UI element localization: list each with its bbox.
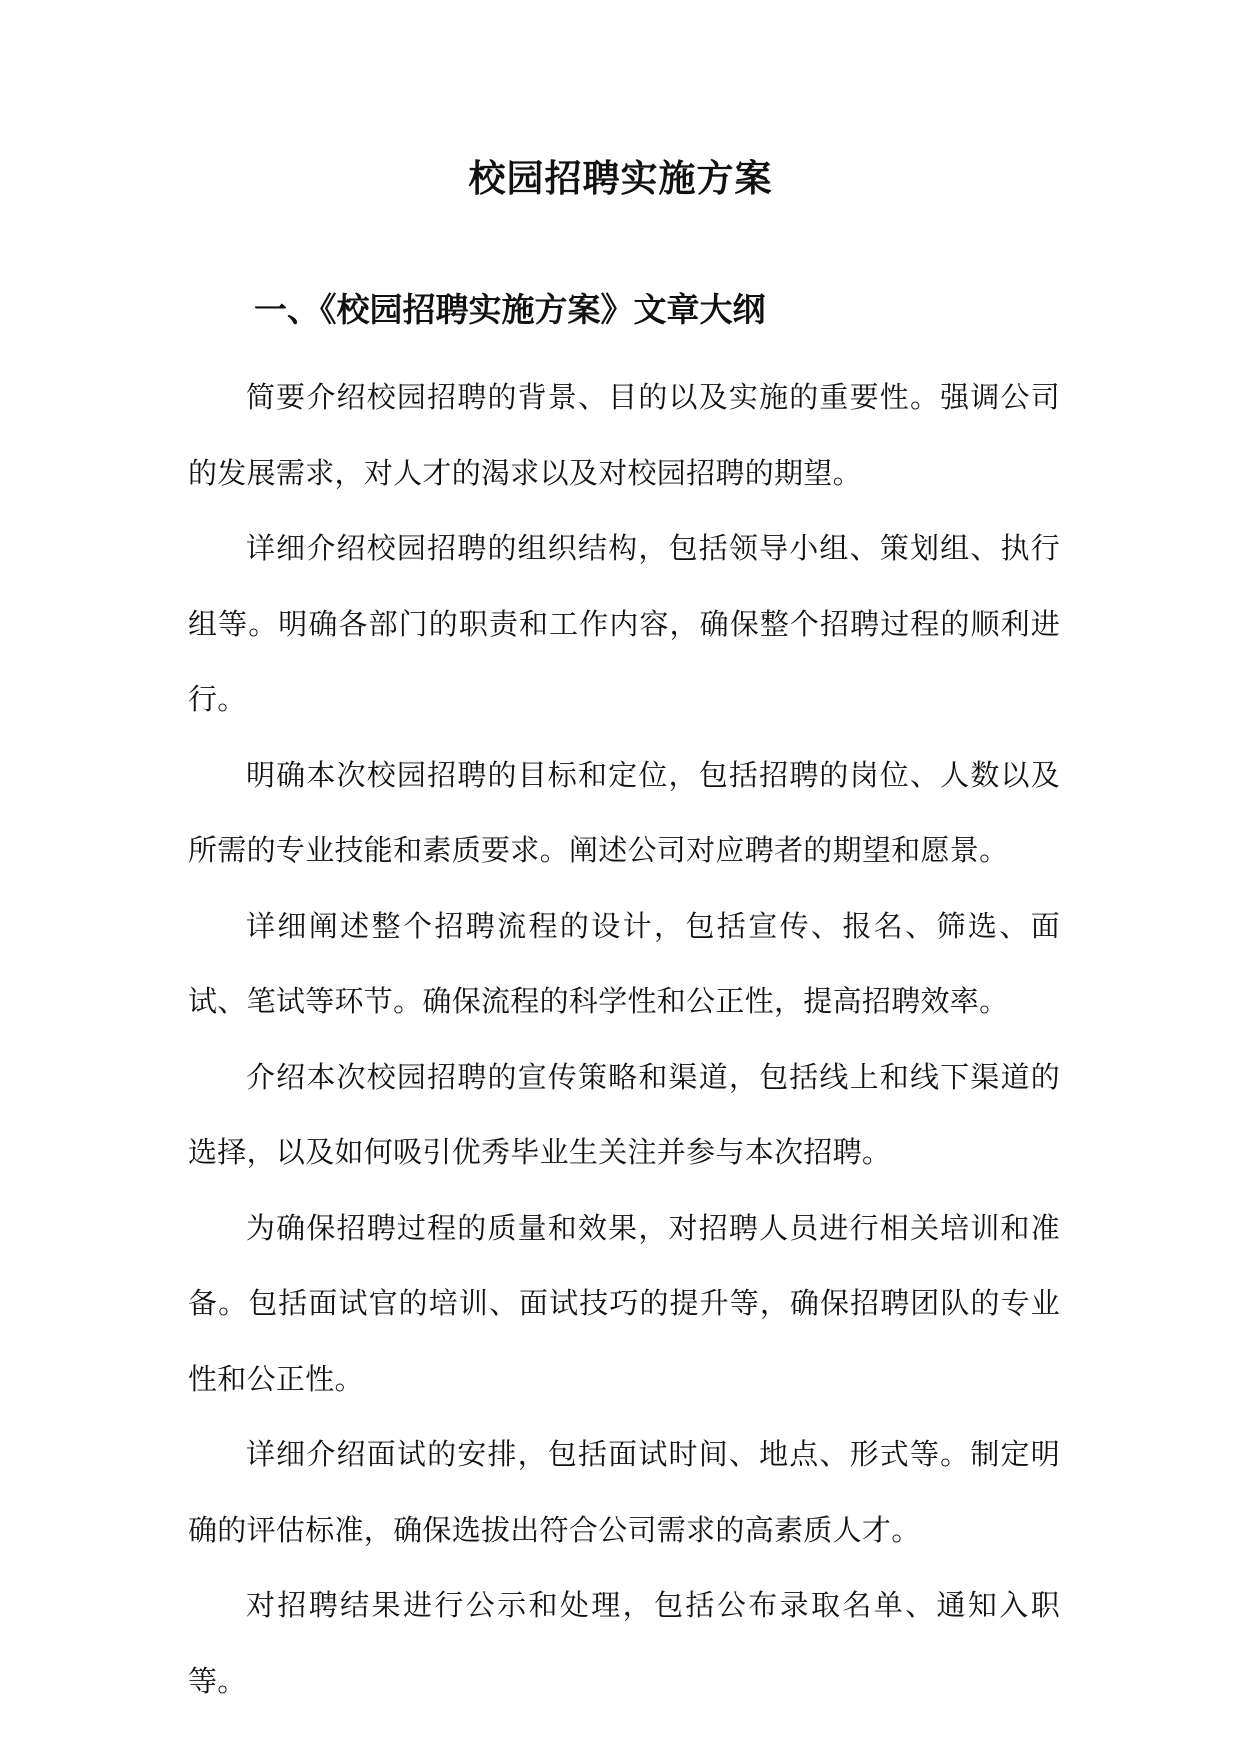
paragraph-results: 对招聘结果进行公示和处理，包括公布录取名单、通知入职等。 — [188, 1588, 1060, 1698]
section-heading: 一、《校园招聘实施方案》文章大纲 — [254, 290, 766, 329]
paragraph-organization: 详细介绍校园招聘的组织结构，包括领导小组、策划组、执行组等。明确各部门的职责和工作内容，确保整个招聘过程的顺利进行。 — [188, 531, 1060, 716]
paragraph-promotion: 介绍本次校园招聘的宣传策略和渠道，包括线上和线下渠道的选择，以及如何吸引优秀毕业生关注并参与本次招聘。 — [188, 1059, 1060, 1169]
document-title: 校园招聘实施方案 — [468, 156, 773, 200]
paragraph-process: 详细阐述整个招聘流程的设计，包括宣传、报名、筛选、面试、笔试等环节。确保流程的科学性和公正性，提高招聘效率。 — [188, 908, 1060, 1018]
paragraph-background: 简要介绍校园招聘的背景、目的以及实施的重要性。强调公司的发展需求，对人才的渴求以及对校园招聘的期望。 — [188, 380, 1060, 490]
paragraph-goals: 明确本次校园招聘的目标和定位，包括招聘的岗位、人数以及所需的专业技能和素质要求。阐述公司对应聘者的期望和愿景。 — [188, 757, 1060, 867]
paragraph-training: 为确保招聘过程的质量和效果，对招聘人员进行相关培训和准备。包括面试官的培训、面试技巧的提升等，确保招聘团队的专业性和公正性。 — [188, 1210, 1060, 1396]
document-body — [188, 360, 1060, 1719]
paragraph-interview: 详细介绍面试的安排，包括面试时间、地点、形式等。制定明确的评估标准，确保选拔出符合公司需求的高素质人才。 — [188, 1437, 1060, 1547]
